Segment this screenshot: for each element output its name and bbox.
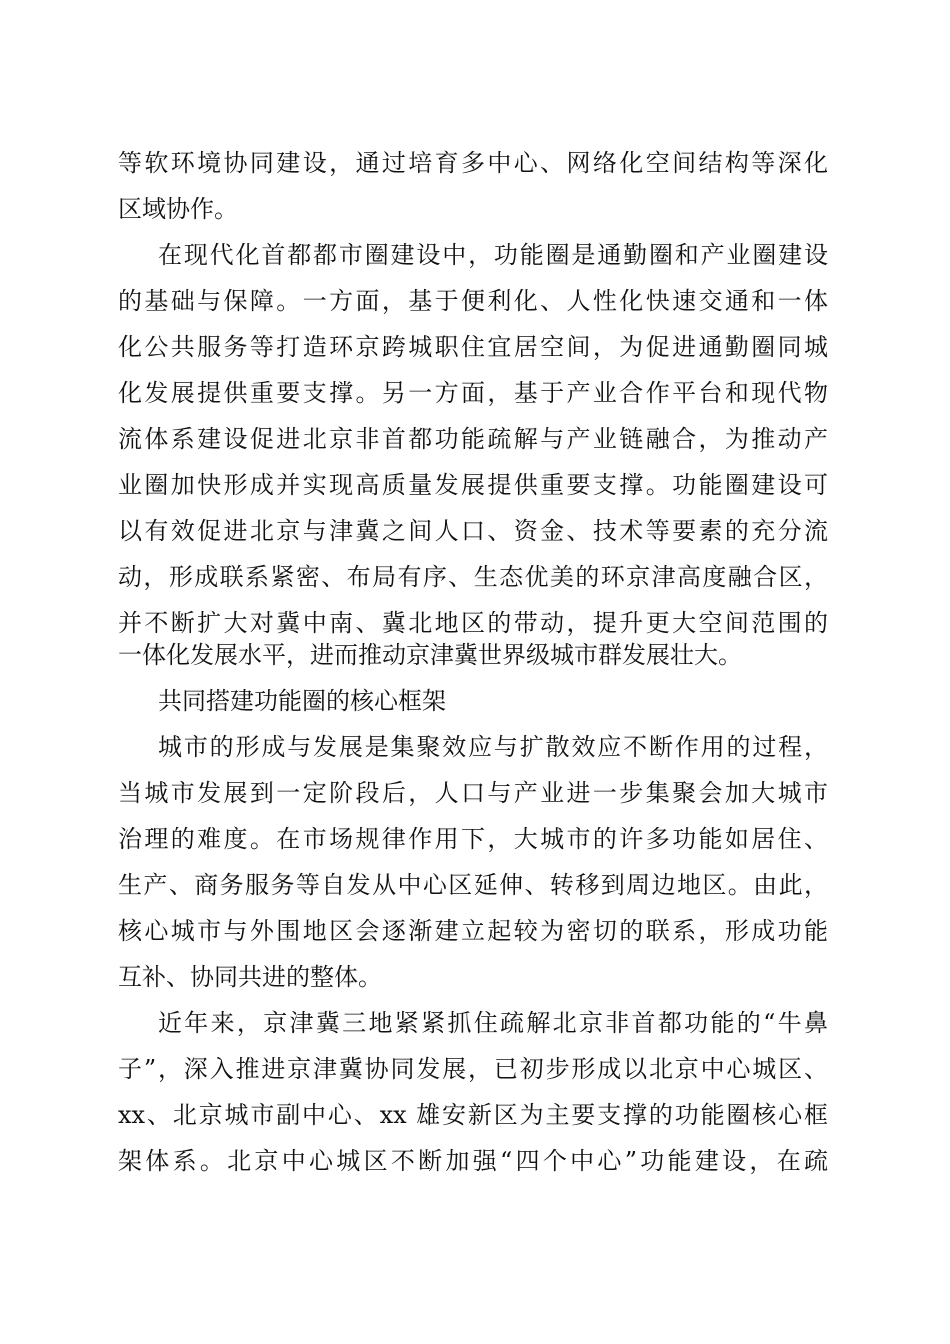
text-line: 治理的难度。在市场规律作用下，大城市的许多功能如居住、: [118, 825, 828, 853]
text-line: 等软环境协同建设，通过培育多中心、网络化空间结构等深化: [118, 149, 828, 177]
text-line: 并不断扩大对冀中南、冀北地区的带动，提升更大空间范围的: [118, 609, 828, 637]
text-line: 架体系。北京中心城区不断加强“四个中心”功能建设，在疏: [118, 1147, 828, 1175]
text-line: 互补、协同共进的整体。: [118, 963, 382, 991]
text-line: 生产、商务服务等自发从中心区延伸、转移到周边地区。由此，: [118, 871, 828, 899]
text-line: 的基础与保障。一方面，基于便利化、人性化快速交通和一体: [118, 287, 828, 315]
text-line: 业圈加快形成并实现高质量发展提供重要支撑。功能圈建设可: [118, 471, 828, 499]
text-line: 流体系建设促进北京非首都功能疏解与产业链融合，为推动产: [118, 425, 828, 453]
paragraph-first-line: 近年来，京津冀三地紧紧抓住疏解北京非首都功能的“牛鼻: [158, 1009, 828, 1037]
text-line: 一体化发展水平，进而推动京津冀世界级城市群发展壮大。: [118, 641, 742, 669]
text-line: 子”，深入推进京津冀协同发展，已初步形成以北京中心城区、: [118, 1055, 828, 1083]
text-line: 以有效促进北京与津冀之间人口、资金、技术等要素的充分流: [118, 517, 828, 545]
text-line: 区域协作。: [118, 195, 238, 223]
paragraph-first-line: 城市的形成与发展是集聚效应与扩散效应不断作用的过程，: [158, 733, 828, 761]
text-line: 核心城市与外围地区会逐渐建立起较为密切的联系，形成功能: [118, 917, 828, 945]
text-line: 当城市发展到一定阶段后，人口与产业进一步集聚会加大城市: [118, 779, 828, 807]
text-line: 动，形成联系紧密、布局有序、生态优美的环京津高度融合区，: [118, 563, 828, 591]
text-line: 化公共服务等打造环京跨城职住宜居空间，为促进通勤圈同城: [118, 333, 828, 361]
section-heading: 共同搭建功能圈的核心框架: [158, 687, 446, 715]
paragraph-first-line: 在现代化首都都市圈建设中，功能圈是通勤圈和产业圈建设: [158, 241, 828, 269]
text-line: xx、北京城市副中心、xx 雄安新区为主要支撑的功能圈核心框: [118, 1101, 828, 1129]
text-line: 化发展提供重要支撑。另一方面，基于产业合作平台和现代物: [118, 379, 828, 407]
